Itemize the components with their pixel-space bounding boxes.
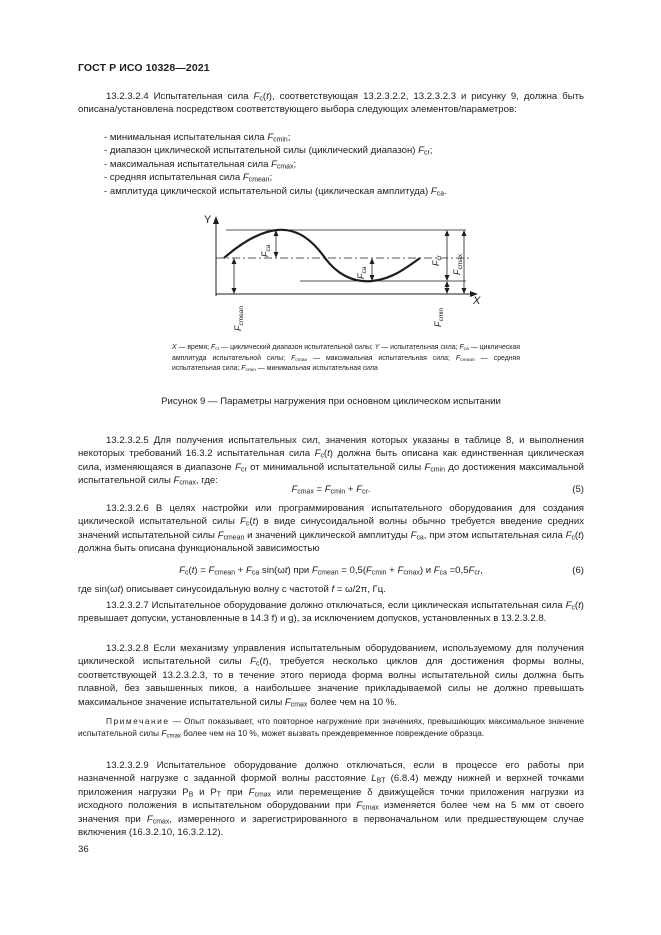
subscript: cmin	[371, 569, 387, 577]
text: , где:	[195, 475, 218, 487]
text: (	[188, 565, 192, 576]
text: (6.8.4) между нижней и верхней точками приложения нагрузки P	[78, 773, 584, 798]
subscript: c	[571, 534, 575, 542]
subscript: cmax	[457, 253, 464, 270]
text: , требуется несколько циклов для достижения формы волны, соответствующей 13.2.3.2.3, то в течение этого периода форма волны испытательной силы должна быть плавной, без завышенных пиков, а наибольшее значение прикладываемой силы не должно превышать максимальное значение испытательной силы	[78, 656, 584, 708]
symbol: F	[161, 728, 167, 738]
text: или перемещение δ движущейся точки приложения нагрузки из исходного положения в испытательном оборудовании при	[78, 786, 584, 812]
arrow-icon	[445, 281, 450, 287]
text: )	[194, 565, 198, 576]
text: +	[386, 565, 398, 576]
paragraph-13-2-3-2-5	[78, 434, 584, 488]
symbol: L	[371, 773, 377, 785]
text: ;	[293, 158, 297, 170]
label-f-ca-bottom	[356, 266, 368, 279]
subscript: c	[320, 453, 324, 461]
text: в виде синусоидальной волны обычно требуется введение средних значений испытательной силы	[78, 516, 584, 541]
symbol: F	[241, 365, 246, 373]
arrow-icon	[462, 230, 467, 236]
text: ;	[269, 172, 273, 184]
text: от минимальной испытательной силы	[246, 461, 425, 473]
text: изменяется более чем на 5 мм от своего значения при	[78, 800, 584, 825]
text: )	[580, 600, 584, 611]
page-number: 36	[78, 844, 89, 855]
label-f-cmax	[452, 253, 464, 275]
paragraph-13-2-3-2-7	[78, 599, 584, 626]
symbol: t	[327, 448, 330, 460]
text: +	[345, 484, 357, 495]
text: — циклический диапазон испытательной силы;	[219, 344, 375, 351]
text: и значений циклической амплитуды	[244, 529, 411, 541]
formula-number: (6)	[572, 565, 584, 576]
subscript: c	[256, 661, 260, 669]
text: — Опыт показывает, что повторное нагружение при значениях, превышающих максимальное значение испытательной силы	[78, 716, 584, 738]
symbol: F	[217, 529, 224, 541]
text: (	[274, 565, 278, 576]
subscript: cmean	[214, 569, 236, 577]
label-f-cr	[431, 254, 443, 266]
text: )	[580, 529, 584, 541]
text: )	[268, 91, 272, 102]
text: )	[255, 516, 259, 528]
text: — средняя испытательная сила;	[172, 354, 520, 373]
text: и P	[193, 786, 217, 798]
subscript: B	[188, 791, 194, 799]
text: - диапазон циклической испытательной силы (циклический диапазон)	[104, 145, 419, 157]
text: должна быть описана как единственная циклическая сила, изменяющаяся в диапазоне	[78, 448, 584, 473]
label-f-ca-top	[260, 244, 272, 257]
text: ω	[277, 565, 285, 576]
symbol: F	[208, 565, 215, 576]
symbol: Y	[374, 344, 380, 351]
text: более чем на 10 %.	[307, 696, 397, 708]
cyclic-force-curve	[224, 230, 420, 281]
formula-body	[78, 565, 584, 576]
symbol: F	[356, 800, 363, 812]
y-axis-label: Y	[204, 214, 212, 226]
subscript: ca	[439, 569, 447, 577]
symbol: F	[424, 461, 431, 473]
symbol: F	[146, 813, 153, 825]
symbol: F	[311, 565, 318, 576]
text: = ω/2π, Гц.	[334, 584, 386, 595]
subscript: c	[259, 95, 263, 103]
text: более чем на 10 %, может вызвать преждевременное повреждение образца.	[180, 728, 485, 738]
subscript: cr	[424, 150, 430, 158]
text: , соответствующая 13.2.3.2.2, 13.2.3.2.3 и рисунку 9, должна быть описана/установлена посредством соответствующего выбора следующих элементов/параметров:	[78, 91, 584, 116]
subscript: cmean	[317, 569, 339, 577]
text: — время;	[176, 344, 211, 351]
text: , измеренного и зарегистрированного в первоначальном или предшествующем случае включения (16.3.2.10, 16.3.2.12).	[78, 813, 584, 839]
subscript: cmin	[245, 368, 256, 374]
subscript: cmean	[223, 534, 245, 542]
symbol: F	[565, 529, 572, 541]
symbol: F	[248, 786, 255, 798]
subscript: cmax	[403, 569, 420, 577]
text: 13.2.3.2.6 В целях настройки или программирования испытательного оборудования для создания циклической испытательной силы	[78, 503, 584, 528]
formula-5	[78, 484, 584, 498]
text: при	[221, 786, 249, 798]
text: )	[329, 448, 333, 460]
subscript: ca	[436, 190, 445, 198]
text: - минимальная испытательная сила	[104, 132, 268, 143]
label-f-cmean	[233, 306, 245, 331]
text: — испытательная сила;	[379, 344, 460, 351]
text: ) и	[419, 565, 434, 576]
symbol: F	[253, 91, 260, 102]
symbol: F	[291, 354, 296, 362]
symbol: F	[240, 516, 246, 528]
subscript: cmax	[254, 791, 272, 799]
subscript: cmin	[330, 488, 346, 496]
symbol: t	[578, 529, 581, 541]
subscript: ca	[416, 534, 424, 542]
text: .	[367, 484, 371, 495]
symbol: F	[452, 269, 462, 275]
paragraph-13-2-3-2-8	[78, 642, 584, 709]
formula-6	[78, 565, 584, 579]
text: где sin(ω	[78, 584, 118, 595]
symbol: F	[267, 132, 274, 143]
symbol: F	[314, 448, 321, 460]
subscript: c	[571, 604, 575, 612]
text: (	[323, 448, 328, 460]
text: - максимальная испытательная сила	[104, 158, 272, 170]
text: 13.2.3.2.8 Если механизму управления испытательным оборудованием, используемому для получения циклической испытательной силы	[78, 643, 584, 668]
subscript: cmax	[290, 701, 308, 709]
figure-9-diagram	[0, 0, 661, 400]
symbol: F	[173, 475, 180, 487]
text: , при этом испытательная сила	[423, 529, 566, 541]
subscript: T	[216, 791, 222, 799]
symbol: F	[565, 600, 572, 611]
subscript: cmean	[460, 357, 475, 363]
subscript: c	[246, 521, 250, 529]
symbol: X	[172, 344, 177, 351]
text: +	[235, 565, 247, 576]
text: (	[262, 91, 267, 102]
arrow-icon	[232, 288, 237, 294]
subscript: cmax	[179, 479, 196, 487]
symbol: t	[578, 600, 581, 611]
symbol: F	[246, 565, 252, 576]
standard-header: ГОСТ Р ИСО 10328—2021	[78, 62, 210, 74]
symbol: t	[284, 565, 288, 576]
text: ;	[429, 145, 433, 157]
text: 13.2.3.2.4 Испытательная сила	[106, 91, 254, 102]
text: = 0,5(	[338, 565, 367, 576]
symbol: F	[455, 354, 461, 362]
subscript: cmean	[248, 176, 270, 184]
paragraph-13-2-3-2-9	[78, 759, 584, 839]
symbol: F	[324, 484, 331, 495]
subscript: cmax	[295, 357, 308, 363]
text: должна быть описана функциональной зависимостью	[78, 543, 320, 555]
symbol: F	[284, 696, 291, 708]
arrow-icon	[445, 288, 450, 294]
text: (	[574, 600, 579, 611]
text: до достижения максимальной испытательной силы	[78, 461, 584, 487]
symbol: F	[271, 158, 277, 170]
subscript: c	[185, 569, 189, 577]
text: =	[197, 565, 209, 576]
symbol: F	[431, 260, 441, 266]
symbol: F	[433, 565, 440, 576]
symbol: F	[250, 656, 257, 668]
text: - амплитуда циклической испытательной силы (циклическая амплитуда)	[104, 185, 431, 197]
text: превышает допуски, установленные в 14.3 f) и g), за исключением допусков, установленных в 13.2.3.2.8.	[78, 613, 547, 625]
subscript: cr	[362, 488, 368, 496]
text: .	[444, 185, 447, 197]
label-f-cmin	[433, 307, 445, 327]
arrow-icon	[370, 258, 375, 264]
subscript: cmin	[430, 466, 445, 474]
text: ,	[480, 565, 483, 576]
text: при	[290, 565, 312, 576]
subscript: cmin	[273, 136, 288, 144]
figure-legend	[172, 343, 520, 375]
subscript: cr	[436, 255, 443, 261]
symbol: F	[397, 565, 404, 576]
arrow-icon	[462, 288, 467, 294]
text: =	[313, 484, 325, 495]
x-axis-label: X	[473, 295, 481, 307]
arrow-icon	[445, 275, 450, 281]
arrow-icon	[274, 252, 279, 258]
symbol: F	[242, 172, 249, 184]
symbol: F	[179, 565, 186, 576]
note	[78, 715, 584, 739]
text: (	[249, 516, 253, 528]
subscript: cr	[215, 347, 220, 353]
symbol: t	[262, 656, 266, 668]
text: - средняя испытательная сила	[104, 172, 243, 184]
formula-number: (5)	[572, 484, 584, 495]
symbol: t	[117, 584, 121, 595]
arrow-icon	[445, 230, 450, 236]
subscript: ca	[463, 347, 469, 353]
text: )	[265, 656, 269, 668]
symbol: F	[433, 321, 443, 327]
subscript: cmax	[166, 733, 181, 740]
arrow-icon	[232, 258, 237, 264]
symbol: t	[252, 516, 256, 528]
symbol: t	[191, 565, 195, 576]
subscript: cmax	[362, 804, 379, 812]
symbol: f	[331, 584, 335, 595]
text: ) описывает синусоидальную волну с частотой	[120, 584, 332, 595]
subscript: cmax	[297, 488, 314, 496]
symbol: F	[366, 565, 372, 576]
subscript: cr	[474, 569, 481, 577]
y-axis-arrow-icon	[213, 216, 219, 224]
symbol: F	[430, 185, 437, 197]
symbol: F	[468, 565, 475, 576]
text: — минимальная испытательная сила	[255, 365, 378, 373]
text: 13.2.3.2.7 Испытательное оборудование должно отключаться, если циклическая испытательная сила	[106, 600, 566, 611]
subscript: cmean	[238, 305, 245, 326]
paragraph-13-2-3-2-6	[78, 502, 584, 556]
subscript: BT	[376, 778, 386, 786]
subscript: ca	[251, 569, 260, 577]
subscript: cmin	[438, 307, 445, 322]
symbol: F	[235, 461, 241, 473]
text: sin	[261, 565, 275, 576]
text: )	[287, 565, 291, 576]
symbol: F	[410, 529, 417, 541]
subscript: ca	[265, 244, 272, 252]
figure-caption: Рисунок 9 — Параметры нагружения при основном циклическом испытании	[161, 396, 501, 407]
note-label: Примечание	[106, 716, 170, 726]
subscript: cmax	[152, 818, 170, 826]
text: ;	[287, 132, 291, 143]
formula-body	[78, 484, 584, 495]
text: (	[259, 656, 263, 668]
symbol: F	[356, 273, 366, 279]
symbol: F	[211, 344, 216, 351]
text: (	[574, 529, 579, 541]
subscript: cmax	[276, 163, 294, 171]
symbol: F	[260, 251, 270, 257]
text: =0,5	[446, 565, 469, 576]
text: — циклическая амплитуда испытательной силы;	[172, 344, 521, 362]
subscript: ca	[361, 266, 368, 274]
text: 13.2.3.2.5 Для получения испытательных сил, значения которых указаны в таблице 8, и выполнения некоторых требований 16.3.2 испытательная сила	[78, 435, 584, 460]
formula-explanation	[78, 583, 584, 596]
subscript: cr	[240, 466, 247, 474]
text: — максимальная испытательная сила;	[307, 354, 456, 362]
symbol: F	[418, 145, 425, 157]
text: 13.2.3.2.9 Испытательное оборудование должно отключаться, если в процессе его работы при назначенной нагрузке с заданной формой волны расстояние	[78, 760, 584, 785]
symbol: F	[291, 484, 298, 495]
symbol: t	[266, 91, 269, 102]
symbol: F	[356, 484, 363, 495]
symbol: F	[459, 344, 464, 351]
symbol: F	[233, 325, 243, 331]
